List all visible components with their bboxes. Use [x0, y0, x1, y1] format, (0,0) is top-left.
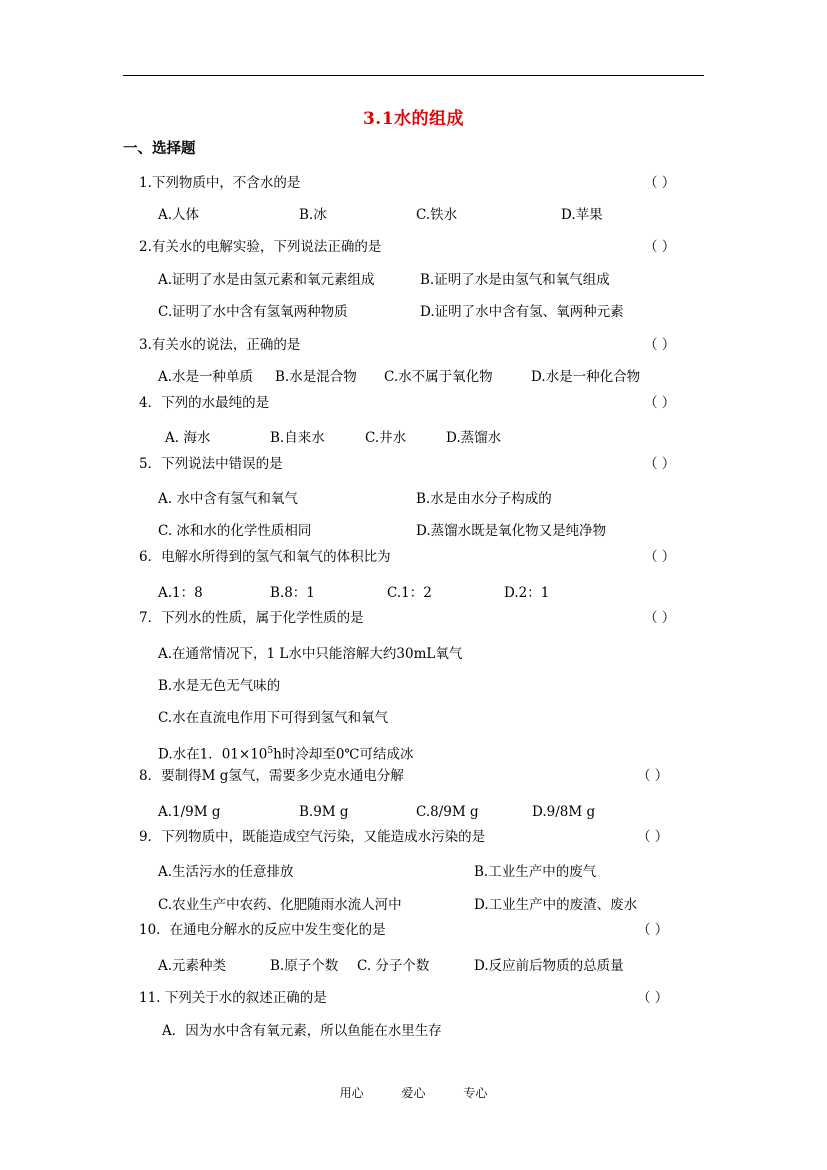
question-2-option-c: C.证明了水中含有氢氧两种物质 — [158, 304, 348, 320]
question-4-option-c: C.井水 — [365, 430, 407, 446]
question-2-option-a: A.证明了水是由氢元素和氧元素组成 — [158, 272, 375, 288]
question-8-option-b: B.9M g — [299, 804, 349, 820]
question-9-option-d: D.工业生产中的废渣、废水 — [474, 897, 638, 913]
question-5-option-b: B.水是由水分子构成的 — [416, 491, 552, 507]
question-9-option-b: B.工业生产中的废气 — [474, 864, 597, 880]
question-6-option-d: D.2：1 — [504, 585, 550, 601]
footer-text-3: 专心 — [463, 1086, 488, 1100]
header-rule — [123, 75, 704, 76]
question-1-option-d: D.苹果 — [561, 207, 603, 223]
question-6-option-c: C.1：2 — [387, 585, 432, 601]
question-8-stem: 8．要制得M g氢气，需要多少克水通电分解 — [139, 768, 404, 784]
question-3-option-c: C.水不属于氧化物 — [384, 369, 493, 385]
page-footer — [0, 1084, 827, 1101]
question-9-option-a: A.生活污水的任意排放 — [158, 864, 294, 880]
question-7-option-c: C.水在直流电作用下可得到氢气和氧气 — [158, 710, 389, 726]
question-2-option-b: B.证明了水是由氢气和氧气组成 — [420, 272, 610, 288]
question-2-stem: 2.有关水的电解实验，下列说法正确的是 — [139, 239, 382, 255]
question-10-option-a: A.元素种类 — [158, 958, 227, 974]
question-10-option-b: B.原子个数 — [270, 958, 339, 974]
question-8-option-a: A.1/9M g — [158, 804, 221, 820]
question-9-option-c: C.农业生产中农药、化肥随雨水流人河中 — [158, 897, 402, 913]
question-6-option-a: A.1：8 — [158, 585, 203, 601]
question-3-stem: 3.有关水的说法，正确的是 — [139, 337, 301, 353]
question-5-stem: 5．下列说法中错误的是 — [139, 456, 283, 472]
question-7-option-a: A.在通常情况下，1 L水中只能溶解大约30mL氧气 — [158, 646, 463, 662]
question-1-answer-blank: （ ） — [644, 175, 676, 191]
question-3-option-d: D.水是一种化合物 — [531, 369, 641, 385]
question-8-answer-blank: （ ） — [637, 768, 669, 784]
question-10-answer-blank: （ ） — [637, 922, 669, 938]
question-7-answer-blank: （ ） — [644, 610, 676, 626]
question-6-stem: 6．电解水所得到的氢气和氧气的体积比为 — [139, 549, 391, 565]
question-6-answer-blank: （ ） — [644, 549, 676, 565]
question-5-answer-blank: （ ） — [644, 456, 676, 472]
question-4-option-b: B.自来水 — [270, 430, 325, 446]
question-5-option-a: A. 水中含有氢气和氧气 — [158, 491, 298, 507]
question-7-option-b: B.水是无色无气味的 — [158, 678, 281, 694]
question-11-answer-blank: （ ） — [637, 990, 669, 1006]
question-11-option-a: A．因为水中含有氧元素，所以鱼能在水里生存 — [162, 1023, 442, 1039]
question-10-stem: 10．在通电分解水的反应中发生变化的是 — [139, 922, 386, 938]
question-4-stem: 4．下列的水最纯的是 — [139, 395, 270, 411]
question-4-answer-blank: （ ） — [644, 395, 676, 411]
question-1-stem: 1.下列物质中，不含水的是 — [139, 175, 301, 191]
question-10-option-d: D.反应前后物质的总质量 — [474, 958, 624, 974]
question-7-option-d-text-2: h时冷却至0℃可结成冰 — [273, 746, 414, 763]
question-5-option-d: D.蒸馏水既是氧化物又是纯净物 — [416, 523, 607, 539]
question-11-stem: 11. 下列关于水的叙述正确的是 — [139, 990, 327, 1006]
question-7-stem: 7．下列水的性质，属于化学性质的是 — [139, 610, 364, 626]
question-6-option-b: B.8：1 — [270, 585, 315, 601]
question-1-option-a: A.人体 — [158, 207, 200, 223]
question-4-option-d: D.蒸馏水 — [446, 430, 502, 446]
question-9-stem: 9．下列物质中，既能造成空气污染，又能造成水污染的是 — [139, 829, 486, 845]
footer-text-1: 用心 — [339, 1086, 364, 1100]
question-1-option-c: C.铁水 — [416, 207, 458, 223]
question-10-option-c: C. 分子个数 — [357, 958, 430, 974]
question-5-option-c: C. 冰和水的化学性质相同 — [158, 523, 312, 539]
question-8-option-d: D.9/8M g — [532, 804, 596, 820]
question-7-option-d-text-1: D.水在1．01×10 — [158, 746, 268, 763]
question-7-option-d-exponent: 5 — [267, 746, 274, 756]
section-heading: 一、选择题 — [123, 140, 196, 157]
question-3-option-b: B.水是混合物 — [275, 369, 357, 385]
question-1-option-b: B.冰 — [299, 207, 327, 223]
question-2-option-d: D.证明了水中含有氢、氧两种元素 — [420, 304, 624, 320]
footer-text-2: 爱心 — [401, 1086, 426, 1100]
question-9-answer-blank: （ ） — [637, 829, 669, 845]
question-7-option-d — [158, 741, 414, 765]
question-3-option-a: A.水是一种单质 — [158, 369, 254, 385]
document-title: 3.1水的组成 — [362, 109, 465, 129]
question-3-answer-blank: （ ） — [644, 337, 676, 353]
question-8-option-c: C.8/9M g — [416, 804, 479, 820]
question-2-answer-blank: （ ） — [644, 239, 676, 255]
question-4-option-a: A. 海水 — [165, 430, 211, 446]
